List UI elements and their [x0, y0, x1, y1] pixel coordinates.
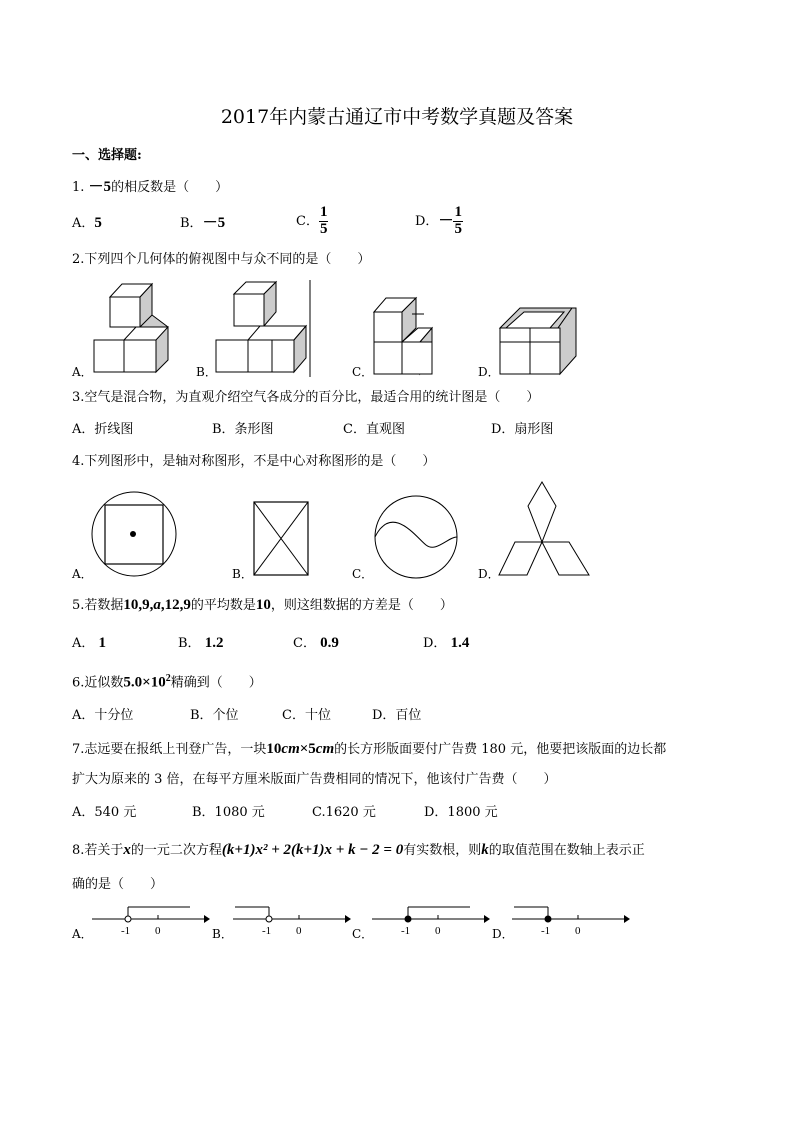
q1-option-a[interactable]: A．5	[72, 215, 102, 231]
q2-label-b: B．	[196, 365, 217, 379]
fraction: $\frac{1}{5}$	[454, 204, 462, 237]
q4-label-c: C．	[352, 567, 374, 581]
q6-option-a[interactable]: A．十分位	[72, 708, 134, 723]
q7-option-a[interactable]: A．540 元	[72, 805, 137, 820]
q8-label-d: D．	[492, 927, 514, 941]
tick-label-neg1: -1	[262, 925, 272, 937]
q4-label-a: A．	[72, 567, 93, 581]
q4-figure-b[interactable]	[250, 500, 312, 578]
q7-option-c[interactable]: C.1620 元	[312, 805, 376, 820]
q1-option-b[interactable]: B．－5	[180, 215, 226, 231]
tick-label-neg1: -1	[401, 925, 411, 937]
question-6-stem: 6.近似数$5.0\times 10^2$精确到（ ）	[72, 673, 262, 691]
q2-figure-c[interactable]	[372, 292, 446, 377]
equation: (k+1)x² + 2(k+1)x + k − 2 = 0	[221, 842, 404, 858]
q4-label-d: D．	[478, 567, 500, 581]
tick-label-0: 0	[155, 925, 161, 937]
q2-label-c: C．	[352, 365, 374, 379]
q5-option-b[interactable]: B． 1.2	[178, 635, 224, 651]
question-5-stem: 5.若数据10,9,a,12,9的平均数是10，则这组数据的方差是（ ）	[72, 597, 453, 613]
q8-label-b: B．	[212, 927, 233, 941]
q4-figure-d[interactable]	[497, 480, 593, 578]
q2-figure-a[interactable]	[92, 282, 172, 377]
q8-numberline-d[interactable]	[512, 905, 632, 937]
section-heading: 一、选择题:	[72, 148, 142, 163]
q4-figure-c[interactable]	[370, 495, 464, 579]
q8-label-a: A．	[72, 927, 93, 941]
question-8-stem: 8.若关于x的一元二次方程(k+1)x² + 2(k+1)x + k − 2 = 0有实数根，则k的取值范围在数轴上表示正	[72, 842, 645, 858]
q1-option-d[interactable]: D．－ $\frac{1}{5}$	[415, 204, 462, 237]
q8-label-c: C．	[352, 927, 374, 941]
q3-option-b[interactable]: B．条形图	[212, 422, 274, 437]
q1-option-c[interactable]: C． $\frac{1}{5}$	[296, 204, 328, 237]
question-7-stem-line2: 扩大为原来的 3 倍，在每平方厘米版面广告费相同的情况下，他该付广告费（ ）	[72, 772, 557, 787]
q7-option-d[interactable]: D．1800 元	[424, 805, 498, 820]
tick-label-0: 0	[575, 925, 581, 937]
q3-option-c[interactable]: C．直观图	[343, 422, 405, 437]
q3-option-a[interactable]: A．折线图	[72, 422, 134, 437]
q6-option-b[interactable]: B．个位	[190, 708, 239, 723]
q8-numberline-b[interactable]	[233, 905, 353, 937]
question-3-stem: 3.空气是混合物，为直观介绍空气各成分的百分比，最适合用的统计图是（ ）	[72, 390, 540, 405]
q8-numberline-c[interactable]	[372, 905, 492, 937]
q5-option-d[interactable]: D． 1.4	[423, 635, 470, 651]
q4-label-b: B．	[232, 567, 253, 581]
q2-figure-d[interactable]	[498, 304, 582, 377]
question-4-stem: 4.下列图形中，是轴对称图形，不是中心对称图形的是（ ）	[72, 454, 436, 469]
q6-option-c[interactable]: C．十位	[282, 708, 331, 723]
tick-label-0: 0	[296, 925, 302, 937]
tick-label-neg1: -1	[541, 925, 551, 937]
fraction: $\frac{1}{5}$	[319, 204, 328, 237]
question-1-stem: 1. －5的相反数是（ ）	[72, 179, 229, 195]
q5-option-c[interactable]: C． 0.9	[293, 635, 339, 651]
q2-label-a: A．	[72, 365, 93, 379]
q8-numberline-a[interactable]	[92, 905, 212, 937]
page-title: 2017年内蒙古通辽市中考数学真题及答案	[220, 106, 574, 128]
q2-figure-b[interactable]	[214, 280, 314, 377]
question-8-stem-line2: 确的是（ ）	[72, 877, 164, 892]
tick-label-neg1: -1	[121, 925, 131, 937]
q5-option-a[interactable]: A． 1	[72, 635, 107, 651]
q7-option-b[interactable]: B．1080 元	[192, 805, 265, 820]
q3-option-d[interactable]: D．扇形图	[491, 422, 554, 437]
question-7-stem: 7.志远要在报纸上刊登广告，一块10cm×5cm的长方形版面要付广告费 180 元，他要把该版面的边长都	[72, 741, 667, 757]
question-2-stem: 2.下列四个几何体的俯视图中与众不同的是（ ）	[72, 252, 371, 267]
q6-option-d[interactable]: D．百位	[372, 708, 422, 723]
q2-label-d: D．	[478, 365, 500, 379]
tick-label-0: 0	[435, 925, 441, 937]
q4-figure-a[interactable]	[90, 490, 182, 580]
